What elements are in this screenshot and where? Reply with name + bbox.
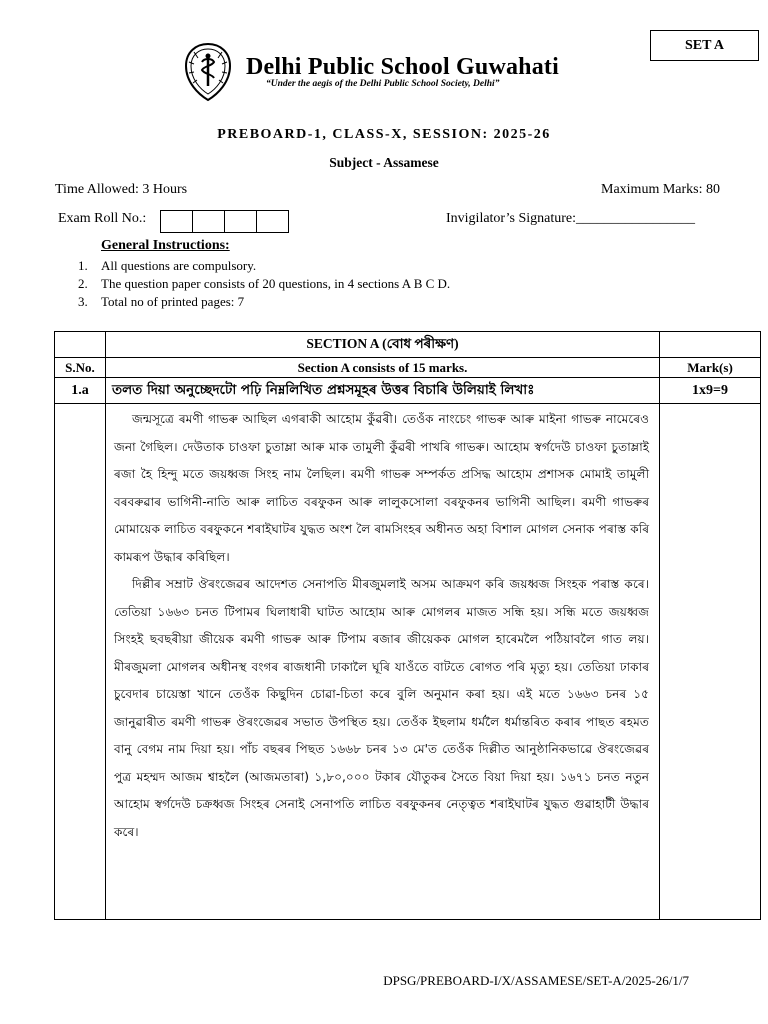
instruction-item: 2. The question paper consists of 20 questions, in 4 sections A B C D. — [78, 276, 451, 291]
question-text: তলত দিয়া অনুচ্ছেদটো পঢ়ি নিম্নলিখিত প্ৰশ্নসমূহৰ উত্তৰ বিচাৰি উলিয়াই লিখাঃ — [105, 378, 659, 404]
time-allowed: Time Allowed: 3 Hours — [55, 182, 188, 197]
section-marks-note: Section A consists of 15 marks. — [105, 358, 659, 378]
roll-digit-box[interactable] — [224, 210, 257, 233]
passage-paragraph: জন্মসূত্ৰে ৰমণী গাভৰু আছিল এগৰাকী আহোম কুঁৱৰী। তেওঁক নাংচেং গাভৰু আৰু মাইনা গাভৰু নামেৰেও জনা গৈছিল। দেউতাক চাওফা চুতাম্লা আৰু মাক তামুলী কুঁৱৰী পাখৰি গাভৰু। আহোম স্বৰ্গদেউ চাওফা চুতাম্লাই ৰজা হৈ হিন্দু মতে জয়ধ্বজ সিংহ নাম লৈছিল। ৰমণী গাভৰু সম্পৰ্কত প্ৰসিদ্ধ আহোম প্ৰশাসক মোমাই তামুলী বৰবৰুৱাৰ ভাগিনী-নাতি আৰু লাচিত বৰফুকন আৰু লালুকসোলা বৰফুকনৰ ভাগিনী আছিল। ৰমণী গাভৰুৰ মোমায়েক লাচিত বৰফুকনে শৰাইঘাটৰ যুদ্ধত অংশ লৈ ৰামসিংহৰ অধীনত অহা বিশাল মোগল সেনাক পৰাস্ত কৰি কামৰূপ উদ্ধাৰ কৰিছিল। — [113, 412, 650, 564]
roll-digit-box[interactable] — [256, 210, 289, 233]
exam-roll-label: Exam Roll No.: — [58, 211, 147, 226]
subject-title: Subject - Assamese — [329, 155, 439, 170]
instructions-list — [78, 257, 450, 311]
school-tagline: “Under the aegis of the Delhi Public School Society, Delhi” — [266, 79, 500, 89]
school-name: Delhi Public School Guwahati — [246, 54, 559, 80]
page-footer-code: DPSG/PREBOARD-I/X/ASSAMESE/SET-A/2025-26/1/7 — [383, 973, 689, 988]
question-table — [54, 331, 761, 920]
question-marks: 1x9=9 — [660, 378, 761, 404]
invigilator-signature: Invigilator’s Signature:_________________ — [446, 211, 695, 226]
exam-roll-boxes — [160, 210, 288, 233]
sno-header: S.No. — [55, 358, 106, 378]
exam-title: PREBOARD-1, CLASS-X, SESSION: 2025-26 — [217, 127, 551, 142]
marks-header: Mark(s) — [660, 358, 761, 378]
instruction-item: 1. All questions are compulsory. — [78, 258, 257, 273]
passage — [105, 404, 659, 920]
instruction-item: 3. Total no of printed pages: 7 — [78, 294, 245, 309]
roll-digit-box[interactable] — [160, 210, 193, 233]
general-instructions-title: General Instructions: — [101, 238, 230, 253]
roll-digit-box[interactable] — [192, 210, 225, 233]
passage-paragraph: দিল্লীৰ সম্ৰাট ঔৰংজেৱৰ আদেশত সেনাপতি মীৰজুমলাই অসম আক্ৰমণ কৰি জয়ধ্বজ সিংহক পৰাস্ত কৰে। তেতিয়া ১৬৬৩ চনত টিপামৰ ঘিলাধাৰী ঘাটত আহোম আৰু মোগলৰ মাজত সন্ধি হয়। সন্ধি মতে জয়ধ্বজ সিংহই ছবছৰীয়া জীয়েক ৰমণী গাভৰু আৰু টিপাম ৰজাৰ জীয়েকক মোগল হাৰেমলৈ পঠিয়াবলৈ গাত লয়। মীৰজুমলা মোগলৰ অধীনস্থ বংগৰ ৰাজধানী ঢাকালৈ ঘূৰি যাওঁতে বাটতে ৰোগত পৰি মৃত্যু হয়। তেতিয়া ঢাকাৰ চুবেদাৰ চায়েস্তা খানে তেওঁক কিছুদিন চোৱা-চিতা কৰে বুলি অনুমান কৰা হয়। এই মতে ১৬৬৩ চনৰ ১৫ জানুৱাৰীত ৰমণী গাভৰু ঔৰংজেৱৰ সভাত উপস্থিত হয়। তেওঁক ইছলাম ধৰ্মলৈ ধৰ্মান্তৰিত কৰাৰ পাছত ৰহমত বানু বেগম নাম দিয়া হয়। পাঁচ বছৰৰ পিছত ১৬৬৮ চনৰ ১৩ মে'ত তেওঁক দিল্লীত আনুষ্ঠানিকভাৱে ঔৰংজেৱৰ পুত্ৰ মহম্মদ আজম শ্বাহলৈ (আজমতাৰা) ১,৮০,০০০ টকাৰ যৌতুকৰ সৈতে বিয়া দিয়া হয়। ১৬৭১ চনত নতুন আহোম স্বৰ্গদেউ চক্ৰধ্বজ সিংহৰ সেনাই সেনাপতি লাচিত বৰফুকনৰ নেতৃত্বত শৰাইঘাটৰ যুদ্ধত গুৱাহাটী উদ্ধাৰ কৰে। — [113, 577, 650, 839]
section-title: SECTION A (বোধ পৰীক্ষণ) — [105, 332, 659, 358]
maximum-marks: Maximum Marks: 80 — [601, 182, 720, 197]
set-label: SET A — [650, 30, 759, 61]
question-number: 1.a — [55, 378, 106, 404]
school-crest-icon — [180, 42, 236, 102]
